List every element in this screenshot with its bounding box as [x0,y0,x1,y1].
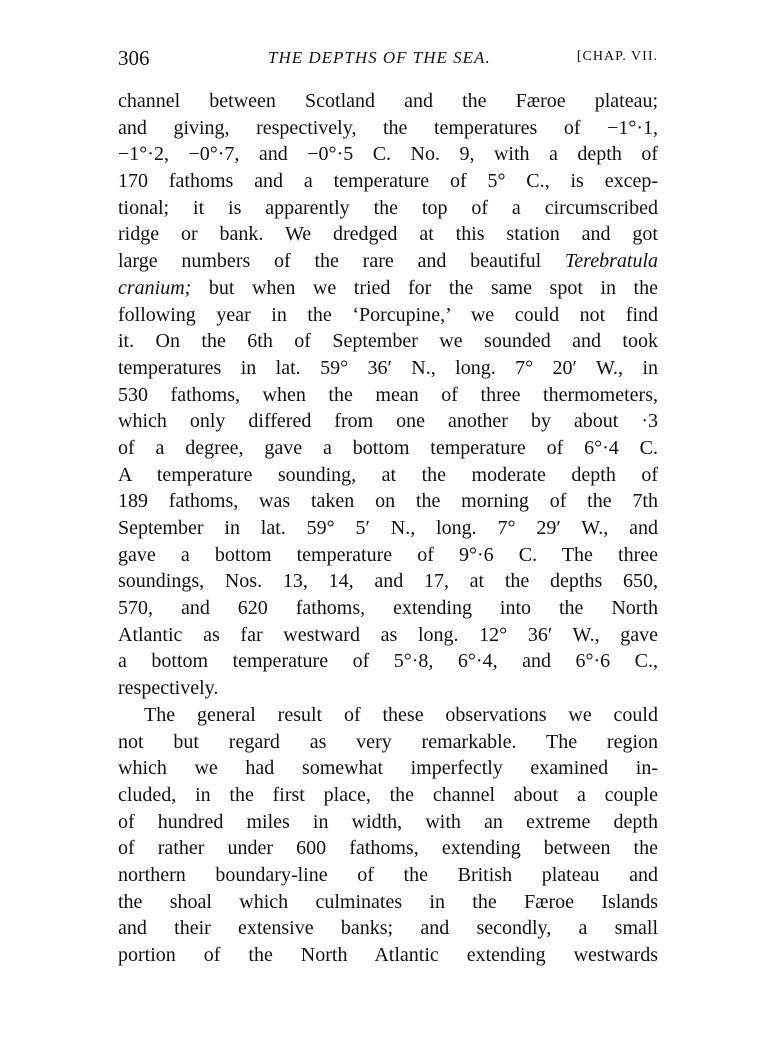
text-line: gave a bottom temperature of 9°·6 C. The three [118,543,658,566]
page-header [118,46,658,74]
text-line: temperatures in lat. 59° 36′ N., long. 7° 20′ W., in [118,356,658,379]
text-line: not but regard as very remarkable. The region [118,730,658,753]
text-line: the shoal which culminates in the Færoe Islands [118,890,658,913]
body-text [118,88,658,969]
page-number: 306 [118,46,150,70]
text-line: and their extensive banks; and secondly, a small [118,917,658,940]
text-line: northern boundary-line of the British plateau and [118,863,658,886]
text-line: The general result of these observations we could [144,703,658,726]
text-line: cluded, in the first place, the channel about a couple [118,783,658,806]
text-line: September in lat. 59° 5′ N., long. 7° 29′ W., and [118,517,658,539]
text-line: ridge or bank. We dredged at this station and got [118,223,658,246]
text-line: 189 fathoms, was taken on the morning of the 7th [118,490,658,513]
text-line [118,275,658,302]
text-segment: but when we tried for the same spot in the [191,276,658,299]
text-line: 570, and 620 fathoms, extending into the North [118,597,658,620]
text-line: −1°·2, −0°·7, and −0°·5 C. No. 9, with a depth of [118,143,658,166]
text-line: following year in the ‘Porcupine,’ we could not find [118,303,658,326]
text-line: which only differed from one another by about ·3 [118,410,658,433]
italic-species-name: Terebratula [565,250,658,273]
text-line: portion of the North Atlantic extending westwards [118,944,658,966]
text-line: of hundred miles in width, with an extreme depth [118,810,658,833]
text-line: Atlantic as far westward as long. 12° 36′ W., gave [118,623,658,646]
chapter-reference: [CHAP. VII. [576,49,658,64]
text-line: channel between Scotland and the Færoe plateau; [118,90,658,112]
text-line: of rather under 600 fathoms, extending between the [118,837,658,860]
text-line: which we had somewhat imperfectly examined in- [118,757,658,780]
text-line: a bottom temperature of 5°·8, 6°·4, and 6°·6 C., [118,650,658,673]
text-segment: large numbers of the rare and beautiful [118,250,566,273]
text-line: A temperature sounding, at the moderate depth of [118,463,658,486]
text-line: tional; it is apparently the top of a circumscribed [118,196,658,219]
text-line: of a degree, gave a bottom temperature of 6°·4 C. [118,436,658,459]
text-line: respectively. [118,677,219,700]
text-line [118,248,658,275]
text-line: 530 fathoms, when the mean of three thermometers, [118,383,658,406]
text-line: soundings, Nos. 13, 14, and 17, at the depths 650, [118,570,658,593]
text-line: 170 fathoms and a temperature of 5° C., is excep- [118,170,658,193]
text-line: and giving, respectively, the temperatures of −1°·1, [118,116,658,139]
text-line: it. On the 6th of September we sounded and took [118,330,658,353]
italic-species-name: cranium; [118,276,192,299]
running-title: THE DEPTHS OF THE SEA. [268,48,491,67]
